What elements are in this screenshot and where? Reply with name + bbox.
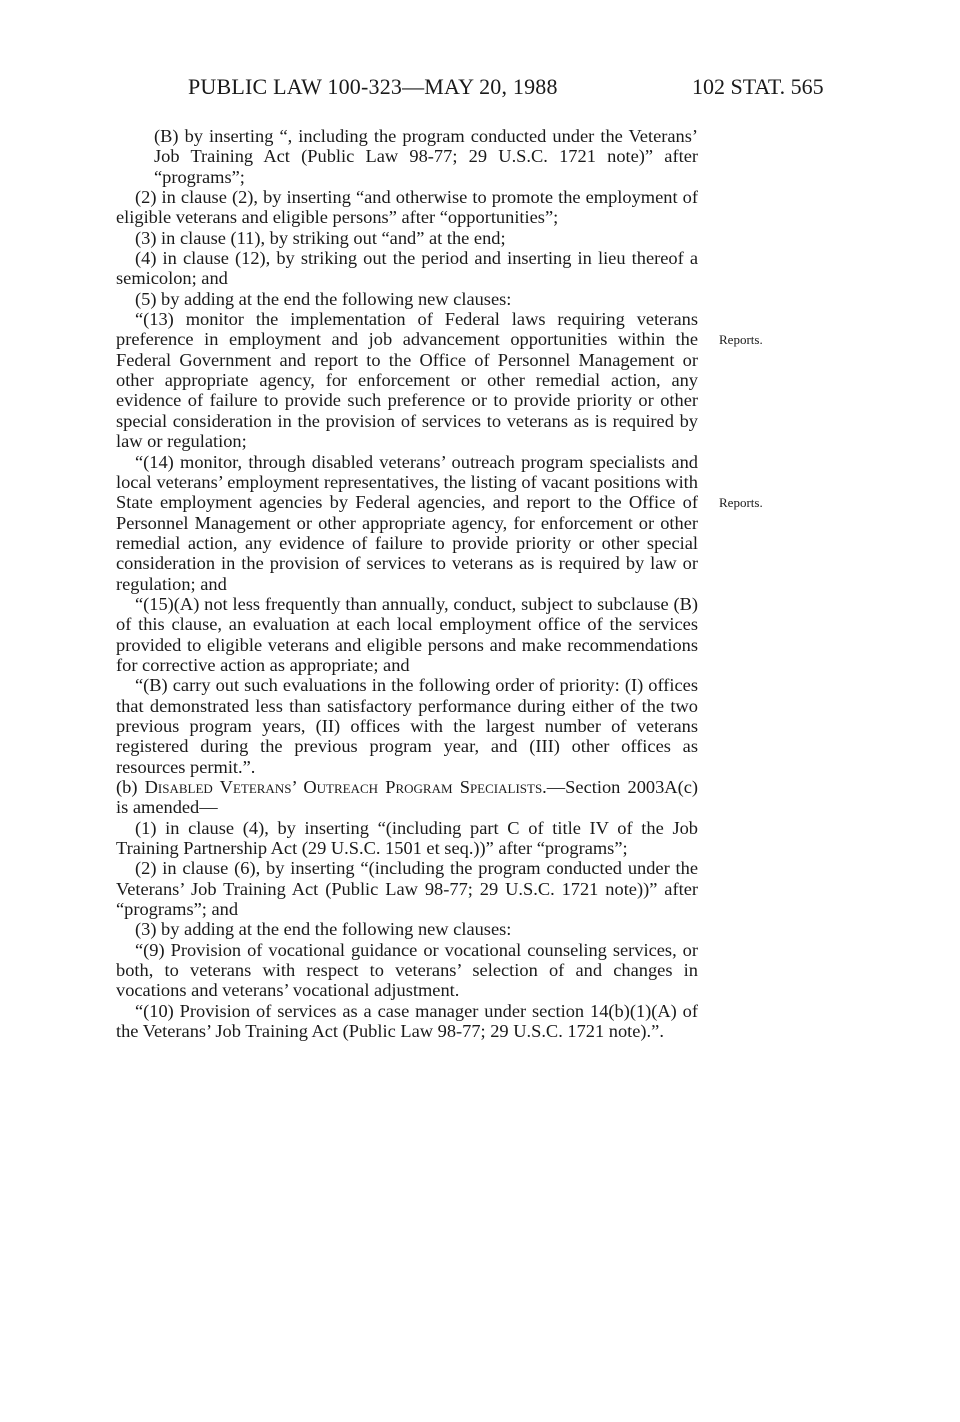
new-clause-13: “(13) monitor the implementation of Federal laws requiring veterans preference in employment and job advancement opportunities within the Federal Government and report to the Office of Personnel Management or other appropriate agency, for enforcement or other remedial action, any evidence of failure to provide such preference or to provide priority or other special consideration in the provision of services to veterans as is required by law or regulation; [116,309,698,452]
running-header-title: PUBLIC LAW 100-323—MAY 20, 1988 [188,74,558,99]
subsection-b-title: Disabled Veterans’ Outreach Program Specialists. [144,777,547,797]
new-clause-15b: “(B) carry out such evaluations in the following order of priority: (I) offices that demonstrated less than satisfactory performance during either of the two previous program years, (II) offices with the largest number of veterans registered during the previous program year, and (III) other offices as resources permit.”. [116,675,698,777]
paragraph-adding-clauses: (5) by adding at the end the following new clauses: [135,288,512,309]
subsection-b-heading [116,777,698,818]
paragraph-clause-12: (4) in clause (12), by striking out the period and inserting in lieu thereof a semicolon; and [116,248,698,289]
subsection-b-designator: (b) [116,777,138,797]
new-clause-14: “(14) monitor, through disabled veterans’ outreach program specialists and local veterans’ employment representatives, the listing of vacant positions with State employment agencies by Federal agencies, and report to the Office of Personnel Management or other appropriate agency, for enforcement or other remedial action, any evidence of failure to provide priority or other special consideration in the provision of services to veterans as is required by law or regulation; and [116,451,698,594]
subsection-b-text: —Section 2003A(c) is amended— [116,777,698,818]
paragraph-adding-clauses-2: (3) by adding at the end the following new clauses: [135,919,512,940]
new-clause-9: “(9) Provision of vocational guidance or vocational counseling services, or both, to veterans with respect to veterans’ selection of and changes in vocations and veterans’ vocational adjustment. [116,939,698,1001]
statute-page-reference: 102 STAT. 565 [692,74,824,99]
paragraph-clause-11: (3) in clause (11), by striking out “and” at the end; [135,227,506,248]
paragraph-clause-6: (2) in clause (6), by inserting “(including the program conducted under the Veterans’ Job Training Act (Public Law 98-77; 29 U.S.C. 1721 note))” after “programs”; and [116,858,698,920]
paragraph-clause-2: (2) in clause (2), by inserting “and otherwise to promote the employment of eligible veterans and eligible persons” after “opportunities”; [116,187,698,228]
new-clause-10: “(10) Provision of services as a case manager under section 14(b)(1)(A) of the Veterans’ Job Training Act (Public Law 98-77; 29 U.S.C. 1721 note).”. [116,1000,698,1042]
new-clause-15a: “(15)(A) not less frequently than annually, conduct, subject to subclause (B) of this clause, an evaluation at each local employment office of the services provided to eligible veterans and eligible persons and make recommendations for corrective action as appropriate; and [116,593,698,675]
margin-note-reports-14: Reports. [719,495,763,510]
paragraph-clause-4: (1) in clause (4), by inserting “(including part C of title IV of the Job Training Partnership Act (29 U.S.C. 1501 et seq.))” after “programs”; [116,817,698,859]
paragraph-b-inserting: (B) by inserting “, including the program conducted under the Veterans’ Job Training Act (Public Law 98-77; 29 U.S.C. 1721 note)” after “programs”; [154,126,698,187]
statute-body [116,126,698,1041]
margin-note-reports-13: Reports. [719,332,763,347]
